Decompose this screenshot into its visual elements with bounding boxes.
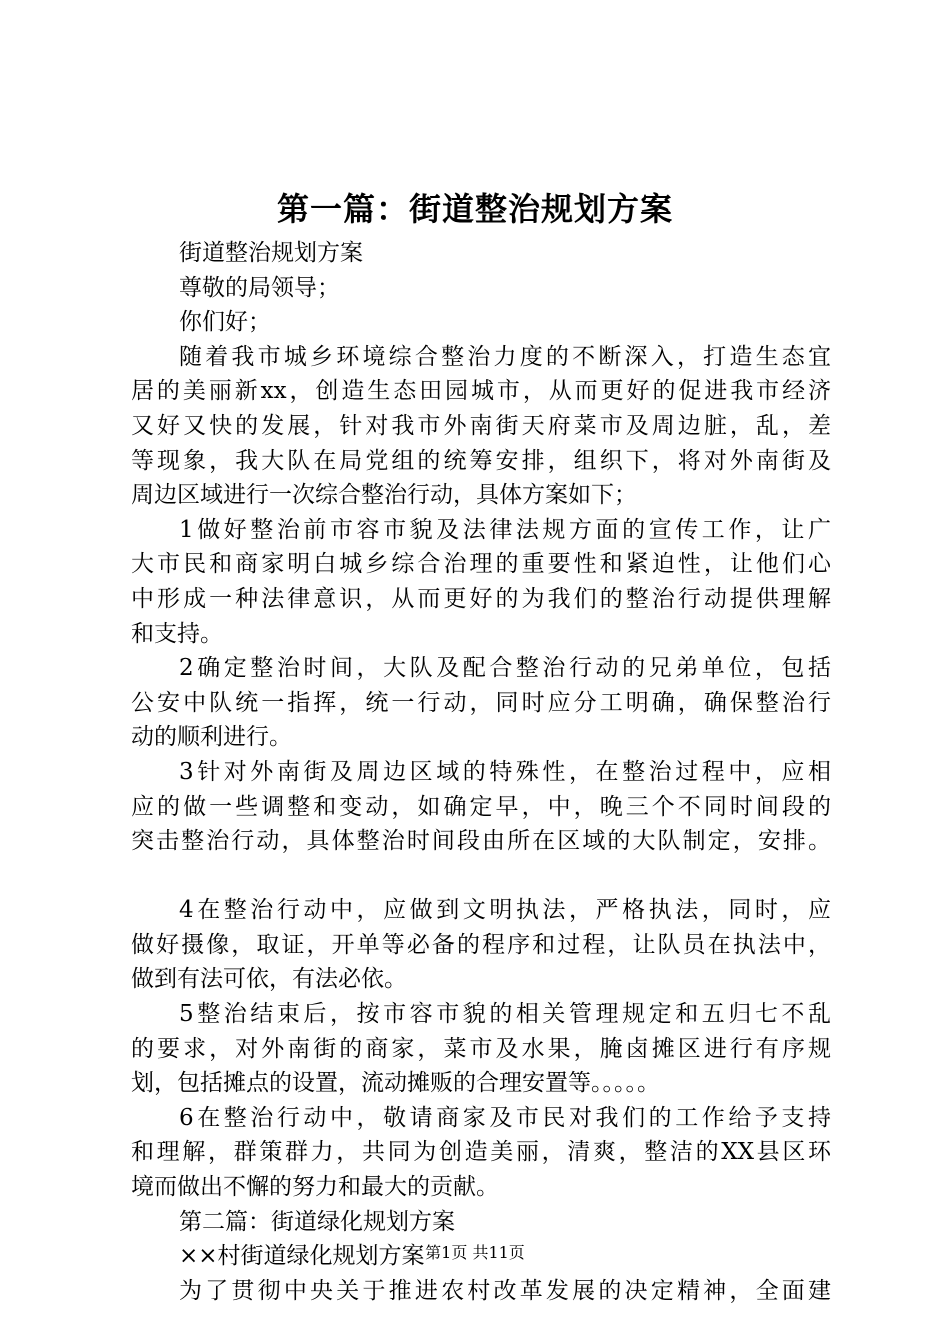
document-title: 第一篇：街道整治规划方案 (276, 190, 673, 228)
body-text-line: 街道整治规划方案 (179, 240, 363, 266)
body-text-line: 和理解，群策群力，共同为创造美丽，清爽，整洁的XX县区环 (131, 1139, 831, 1166)
body-text-line: 动的顺利进行。 (131, 724, 292, 751)
body-text-line: 为了贯彻中央关于推进农村改革发展的决定精神，全面建 (179, 1277, 831, 1304)
body-text-line (131, 859, 831, 894)
body-text-line: 和支持。 (131, 620, 223, 647)
body-text-line: 做到有法可依，有法必依。 (131, 966, 407, 993)
body-text-line: 你们好； (179, 309, 271, 336)
body-text-line: 周边区域进行一次综合整治行动，具体方案如下； (131, 482, 637, 509)
body-text-line: ××村街道绿化规划方案 (179, 1243, 425, 1270)
body-text-line: 应的做一些调整和变动，如确定早，中，晚三个不同时间段的 (131, 793, 831, 820)
body-text-line: 尊敬的局领导； (179, 274, 340, 301)
body-text-line: 划，包括摊点的设置，流动摊贩的合理安置等。。。。。 (131, 1070, 660, 1097)
body-text-line: 突击整治行动，具体整治时间段由所在区域的大队制定，安排。 (131, 828, 831, 855)
body-text-line: 6在整治行动中，敬请商家及市民对我们的工作给予支持 (179, 1104, 831, 1131)
body-text-line: 随着我市城乡环境综合整治力度的不断深入，打造生态宜 (179, 343, 831, 370)
body-text-line: 4在整治行动中，应做到文明执法，严格执法，同时，应 (179, 897, 831, 924)
body-text-line: 中形成一种法律意识，从而更好的为我们的整治行动提供理解 (131, 585, 831, 612)
document-body (131, 236, 831, 1308)
body-text-line: 境而做出不懈的努力和最大的贡献。 (131, 1174, 499, 1201)
body-text-line: 做好摄像，取证，开单等必备的程序和过程，让队员在执法中， (131, 931, 831, 958)
body-text-line: 公安中队统一指挥，统一行动，同时应分工明确，确保整治行 (131, 689, 831, 716)
page-footer: 第1页 共11页 (425, 1243, 525, 1262)
body-text-line: 2确定整治时间，大队及配合整治行动的兄弟单位，包括 (179, 655, 831, 682)
body-text-line: 1做好整治前市容市貌及法律法规方面的宣传工作，让广 (179, 516, 831, 543)
body-text-line: 又好又快的发展，针对我市外南街天府菜市及周边脏，乱，差 (131, 412, 831, 439)
body-text-line: 第二篇：街道绿化规划方案 (179, 1208, 455, 1235)
body-text-line: 3针对外南街及周边区域的特殊性，在整治过程中，应相 (179, 758, 831, 785)
body-text-line: 等现象，我大队在局党组的统筹安排，组织下，将对外南街及 (131, 447, 831, 474)
body-text-line: 5整治结束后，按市容市貌的相关管理规定和五归七不乱 (179, 1001, 831, 1028)
body-text-line: 居的美丽新xx，创造生态田园城市，从而更好的促进我市经济 (131, 378, 831, 405)
body-text-line: 大市民和商家明白城乡综合治理的重要性和紧迫性，让他们心 (131, 551, 831, 578)
body-text-line: 的要求，对外南街的商家，菜市及水果，腌卤摊区进行有序规 (131, 1035, 831, 1062)
